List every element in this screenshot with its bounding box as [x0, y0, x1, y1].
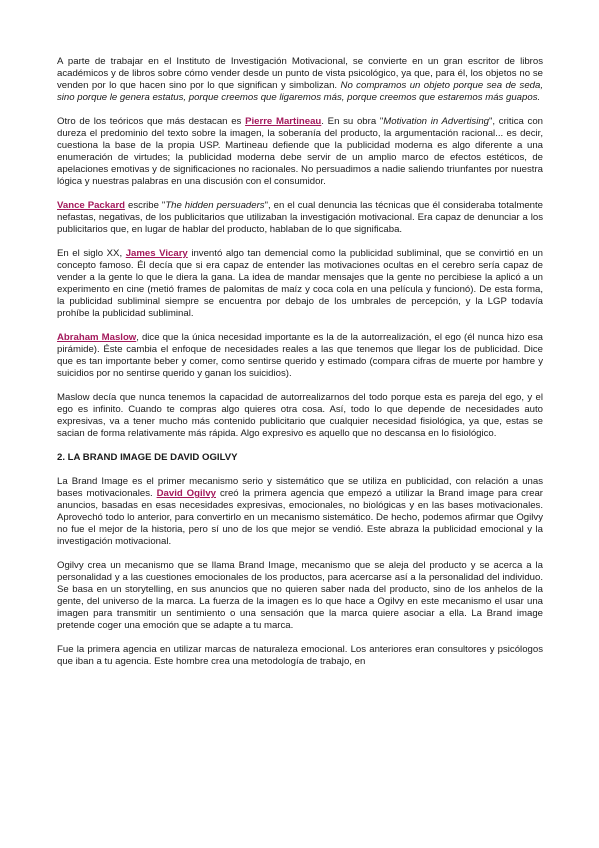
name-link-pierre-martineau[interactable]: Pierre Martineau [245, 116, 322, 127]
section-heading: 2. LA BRAND IMAGE DE DAVID OGILVY [57, 452, 238, 463]
paragraph-dichter-books: A parte de trabajar en el Instituto de Investigación Motivacional, se convierte en un gran escritor de libros académicos y de libros sobre cómo vender desde un punto de vista psicológico, ya que, para él, los objetos no se venden por lo que hacen sino por lo que significan y simbolizan. No compramos un objeto porque sea de seda, sino porque le genera estatus, porque creemos que ligaremos más, porque creemos que estaremos más guapos. [57, 56, 544, 103]
paragraph-ogilvy: La Brand Image es el primer mecanismo serio y sistemático que se utiliza en publicidad, con relación a unas bases motivacionales. David Ogilvy creó la primera agencia que empezó a utilizar la Brand image para crear anuncios, basadas en esas necesidades expresivas, emocionales, no biológicas y en las bases motivacionales. Aprovechó todo lo anterior, para convertirlo en un mecanismo sistemático. De hecho, podemos afirmar que Ogilvy no fue el mejor de la historia, pero sí uno de los que mejor se vendió. Este abraza la publicidad emocional y la investigación motivacional. [57, 476, 543, 547]
name-link-james-vicary[interactable]: James Vicary [125, 248, 188, 259]
paragraph-martineau: Otro de los teóricos que más destacan es Pierre Martineau. En su obra "Motivation in Advertising", critica con dureza el predominio del texto sobre la imagen, la soberanía del producto, la argumentación racional... es decir, cuestiona la base de la propia USP. Martineau defiende que la publicidad moderna es algo diferente a una enumeración de virtudes; la publicidad moderna debe servir de un amplio marco de efectos estéticos, de apelaciones emotivas y de significaciones no racionales. No persuadimos a nadie saliendo triunfantes por nuestra lógica y nuestras palabras en una discusión con el consumidor. [57, 116, 544, 187]
italic-book-title: Motivation in Advertising [383, 116, 489, 127]
name-link-david-ogilvy[interactable]: David Ogilvy [156, 488, 217, 499]
paragraph-maslow-ego: Maslow decía que nunca tenemos la capacidad de autorrealizarnos del todo porque esta es pareja del ego, y el ego es infinito. Cuando te compras algo quieres otra cosa. Así, todo lo que depende de necesidades auto expresivas, va a tener mucho más contenido publicitario que cualquier necesidad fisiológica, ya que, estas se sacian de forma relativamente más rápida. Algo expresivo es aquello que no descansa en lo fisiológico. [57, 392, 543, 439]
italic-quote: No compramos un objeto porque sea de seda, sino porque le genera estatus, porque creemos que ligaremos más, porque creemos que estaremos más guapos. [57, 80, 544, 103]
paragraph-brand-image-mechanism: Ogilvy crea un mecanismo que se llama Brand Image, mecanismo que se aleja del producto y se acerca a la personalidad y a las cuestiones emocionales de los productos, para acercarse así a la personalidad del individuo. Se basa en un storytelling, en sus anuncios que no quieren saber nada del producto, sino de los anhelos de la gente, del universo de la marca. La fuerza de la imagen es lo que hace a Ogilvy en este mecanismo el usar una imagen para transmitir un sentimiento o una sensación que la marca quiere asociar a ella. La Brand image pretende coger una emoción que se adapte a tu marca. [57, 560, 543, 631]
paragraph-maslow: Abraham Maslow, dice que la única necesidad importante es la de la autorrealización, el ego (él nunca hizo esa pirámide). Éste cambia el enfoque de necesidades reales a las que tenemos que llegar los de publicidad. Dice que es tan importante beber y comer, como sentirse querido y estimado (compara cifras de muerte por hambre y suicidios por no sentirse querido y ganan los suicidios). [57, 332, 543, 379]
paragraph-vicary: En el siglo XX, James Vicary inventó algo tan demencial como la publicidad subliminal, que se convirtió en un concepto famoso. Él decía que si era capaz de entender las motivaciones ocultas en el cerebro sería capaz de vender a la gente lo que le diera la gana. La idea de mandar mensajes que la gente no percibiese la aplicó a un experimento en cine (metió frames de palomitas de maíz y coca cola en una película y funcionó). De esta forma, la publicidad subliminal siempre se encuentra por debajo de los umbrales de percepción, y la LGP todavía prohíbe la publicidad subliminal. [57, 248, 543, 319]
name-link-vance-packard[interactable]: Vance Packard [57, 200, 126, 211]
italic-book-title: The hidden persuaders [165, 200, 265, 211]
paragraph-emotional-brands: Fue la primera agencia en utilizar marcas de naturaleza emocional. Los anteriores eran consultores y psicólogos que iban a tu agencia. Este hombre crea una metodología de trabajo, en [57, 644, 543, 667]
paragraph-packard: Vance Packard escribe "The hidden persuaders", en el cual denuncia las técnicas que él consideraba totalmente nefastas, negativas, de los publicitarios que utilizaban la investigación motivacional. Era capaz de denunciar a los publicitarios que, en lugar de hablar del producto, hablaban de lo que significaba. [57, 200, 543, 235]
name-link-abraham-maslow[interactable]: Abraham Maslow [57, 332, 137, 343]
